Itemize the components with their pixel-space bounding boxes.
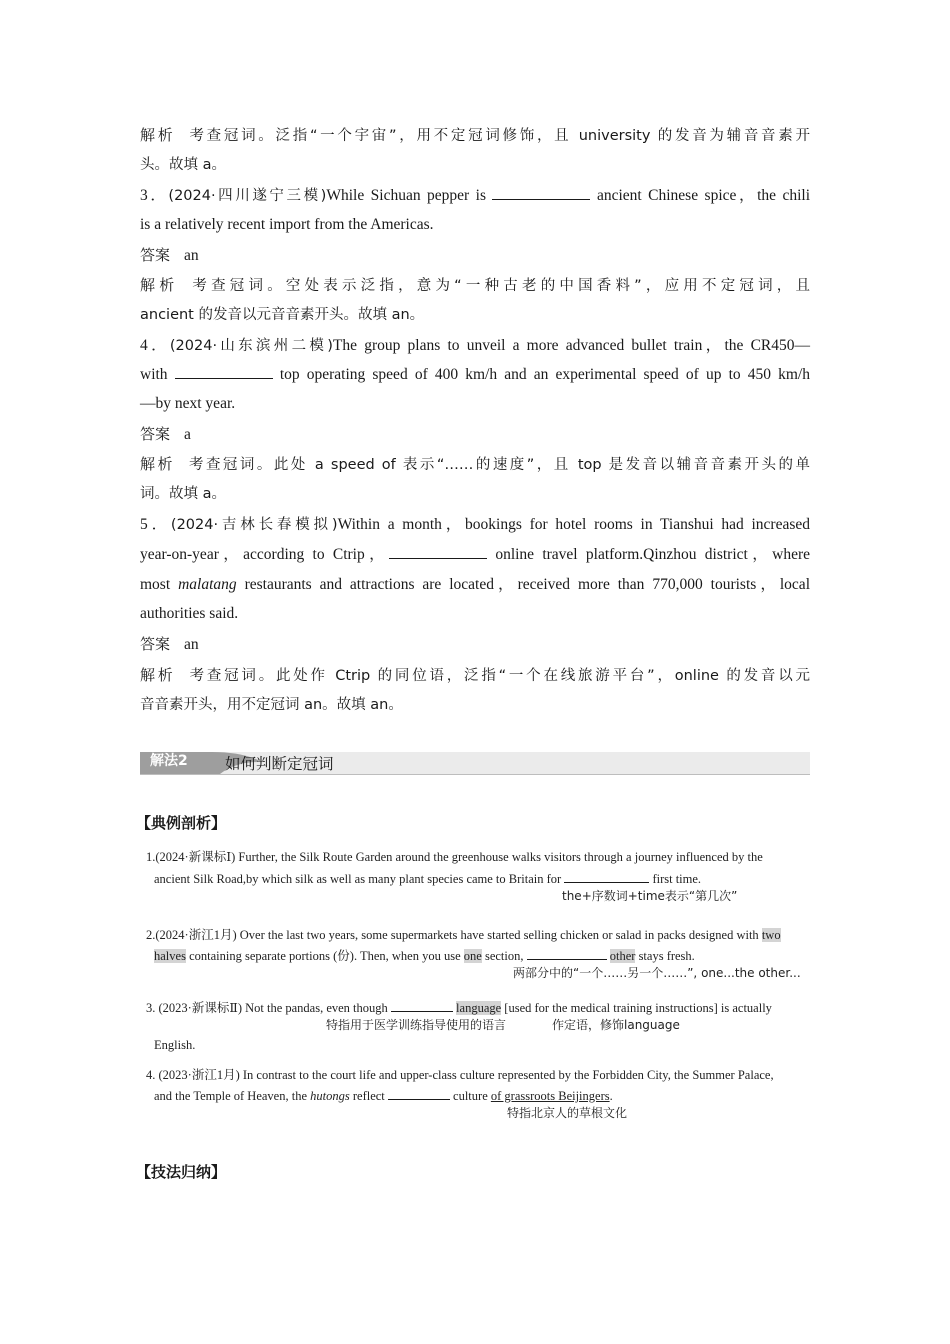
q5-analysis-line2: 音音素开头，用不定冠词 an。故填 an。 (140, 697, 403, 713)
q4-line1: 4．(2024·山东滨州二模)The group plans to unveil a more advanced bullet train，the CR450— (140, 337, 810, 354)
answer-blank (388, 1085, 450, 1100)
answer-label: 答案 (140, 425, 171, 443)
q4-analysis-line1: 解析 考查冠词。此处 a speed of 表示“……的速度”，且 top 是发音以辅音音素开头的单 (140, 455, 810, 473)
question-number: 5． (140, 516, 171, 533)
q4-line3: —by next year. (140, 395, 236, 412)
q3-line2: is a relatively recent import from the Americas. (140, 216, 434, 233)
example-1-line1: 1.(2024·新课标Ⅰ) Further, the Silk Route Garden around the greenhouse walks visitors through a journey influenced by the (146, 850, 763, 864)
q5-line1: 5．(2024·吉林长春模拟)Within a month，bookings for hotel rooms in Tianshui had increased (140, 516, 811, 533)
example-4-line1: 4. (2023·浙江1月) In contrast to the court life and upper-class culture represented by the Forbidden City, the Summer Palace, (146, 1068, 774, 1082)
answer-value: a (184, 426, 191, 443)
example-3-note1: 特指用于医学训练指导使用的语言 (326, 1018, 507, 1032)
answer-blank (175, 364, 273, 379)
q4-line2: with top operating speed of 400 km/h and an experimental speed of up to 450 km/h (140, 366, 810, 383)
answer-blank (492, 185, 590, 200)
answer-value: an (184, 247, 199, 264)
example-4-line2: and the Temple of Heaven, the hutongs reflect culture of grassroots Beijingers. (154, 1085, 613, 1105)
example-3-line2: English. (154, 1038, 196, 1052)
answer-label: 答案 (140, 246, 171, 264)
section-title: 如何判断定冠词 (225, 755, 334, 773)
analysis-label: 解析 (140, 666, 176, 684)
example-1-note: the+序数词+time表示“第几次” (562, 889, 738, 903)
answer-blank (391, 997, 453, 1012)
example-1-line2: ancient Silk Road,by which silk as well as many plant species came to Britain for first time. (154, 868, 701, 888)
example-4-note: 特指北京人的草根文化 (507, 1106, 628, 1120)
q4-analysis-line2: 词。故填 a。 (140, 486, 226, 502)
analysis-label: 解析 (140, 126, 176, 144)
summary-heading: 【技法归纳】 (136, 1163, 227, 1181)
q3-analysis-line2: ancient 的发音以元音音素开头。故填 an。 (140, 307, 425, 323)
question-number: 4． (140, 337, 170, 354)
q3-line1: 3．(2024·四川遂宁三模)While Sichuan pepper is ancient Chinese spice，the chili (140, 187, 811, 204)
example-2-note: 两部分中的“一个……另一个……”, one...the other... (513, 966, 801, 980)
q5-line3: most malatang restaurants and attractions are located，received more than 770,000 tourists，local (140, 576, 810, 593)
examples-heading: 【典例剖析】 (136, 814, 227, 832)
answer-value: an (184, 636, 199, 653)
question-source: (2024·山东滨州二模) (169, 338, 333, 354)
question-source: (2024·吉林长春模拟) (170, 517, 338, 533)
q3-analysis-line1: 解析 考查冠词。空处表示泛指，意为“一种古老的中国香料”，应用不定冠词，且 (140, 276, 810, 294)
q5-analysis-line1: 解析 考查冠词。此处作 Ctrip 的同位语，泛指“一个在线旅游平台”，online 的发音以元 (140, 666, 810, 684)
q5-line2: year-on-year，according to Ctrip， online travel platform.Qinzhou district，where (140, 546, 810, 563)
example-3-line1: 3. (2023·新课标Ⅱ) Not the pandas, even though language [used for the medical training instructions] is actually (146, 997, 772, 1017)
question-number: 3． (140, 187, 169, 204)
q2-analysis-line2: 头。故填 a。 (140, 157, 226, 173)
section-tag: 解法2 (150, 753, 188, 769)
q5-answer (140, 633, 810, 656)
analysis-label: 解析 (140, 276, 179, 294)
q2-analysis-line1: 解析 考查冠词。泛指“一个宇宙”，用不定冠词修饰，且 university 的发音为辅音音素开 (140, 126, 810, 144)
example-2-line1: 2.(2024·浙江1月) Over the last two years, some supermarkets have started selling chicken or salad in packs designed with two (146, 928, 781, 942)
answer-blank (389, 544, 487, 559)
question-source: (2024·四川遂宁三模) (168, 188, 327, 204)
answer-label: 答案 (140, 635, 171, 653)
example-3-note2: 作定语，修饰language (552, 1018, 680, 1032)
answer-blank (564, 868, 649, 883)
q5-line4: authorities said. (140, 605, 239, 622)
answer-blank (527, 945, 607, 960)
q3-answer (140, 244, 810, 267)
analysis-label: 解析 (140, 455, 175, 473)
example-2-line2: halves containing separate portions (份). Then, when you use one section, other stays fresh. (154, 945, 695, 965)
q4-answer (140, 423, 810, 446)
